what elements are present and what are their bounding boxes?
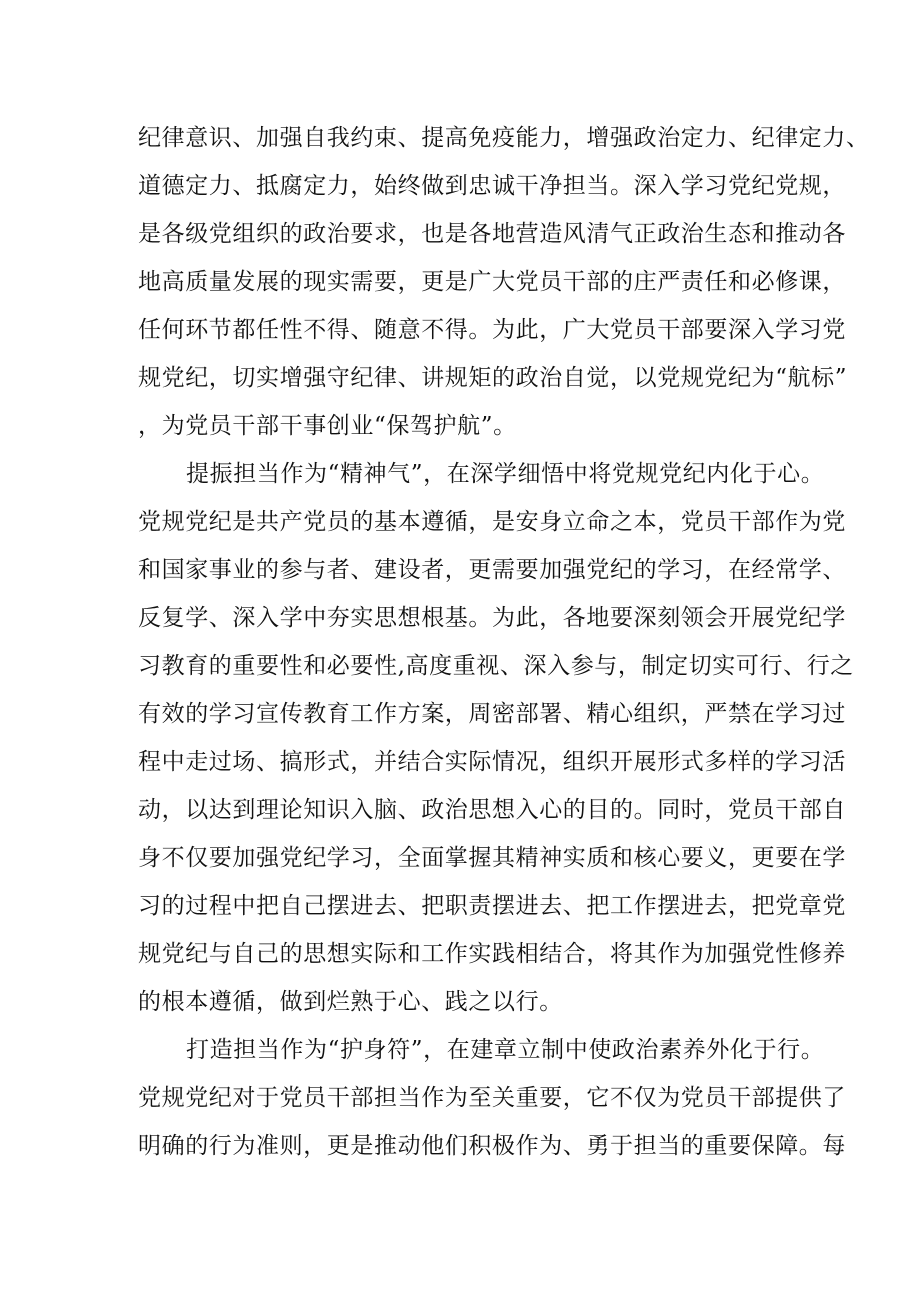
text-line: 反复学、深入学中夯实思想根基。为此，各地要深刻领会开展党纪学 — [138, 605, 846, 631]
text-line: 道德定力、抵腐定力，始终做到忠诚干净担当。深入学习党纪党规， — [138, 173, 846, 199]
text-line: 规党纪，切实增强守纪律、讲规矩的政治自觉，以党规党纪为“航标” — [138, 365, 848, 391]
text-line: 习教育的重要性和必要性,高度重视、深入参与，制定切实可行、行之 — [138, 653, 854, 679]
text-line: 是各级党组织的政治要求，也是各地营造风清气正政治生态和推动各 — [138, 221, 846, 247]
text-line: 党规党纪是共产党员的基本遵循，是安身立命之本，党员干部作为党 — [138, 509, 846, 535]
text-line: 动，以达到理论知识入脑、政治思想入心的目的。同时，党员干部自 — [138, 797, 846, 823]
paragraph-heading: 打造担当作为“护身符”，在建章立制中使政治素养外化于行。 — [186, 1037, 825, 1063]
text-line: 规党纪与自己的思想实际和工作实践相结合，将其作为加强党性修养 — [138, 941, 846, 967]
text-line: 有效的学习宣传教育工作方案，周密部署、精心组织，严禁在学习过 — [138, 701, 846, 727]
text-line: 习的过程中把自己摆进去、把职责摆进去、把工作摆进去，把党章党 — [138, 893, 846, 919]
text-line: 党规党纪对于党员干部担当作为至关重要，它不仅为党员干部提供了 — [138, 1085, 846, 1111]
text-line: 的根本遵循，做到烂熟于心、践之以行。 — [138, 989, 563, 1015]
text-line: 和国家事业的参与者、建设者，更需要加强党纪的学习，在经常学、 — [138, 557, 846, 583]
text-line: 明确的行为准则，更是推动他们积极作为、勇于担当的重要保障。每 — [138, 1133, 846, 1159]
text-line: ，为党员干部干事创业“保驾护航”。 — [138, 413, 517, 439]
text-line: 程中走过场、搞形式，并结合实际情况，组织开展形式多样的学习活 — [138, 749, 846, 775]
paragraph-heading: 提振担当作为“精神气”，在深学细悟中将党规党纪内化于心。 — [186, 461, 825, 487]
text-line: 任何环节都任性不得、随意不得。为此，广大党员干部要深入学习党 — [138, 317, 846, 343]
text-line: 身不仅要加强党纪学习，全面掌握其精神实质和核心要义，更要在学 — [138, 845, 846, 871]
text-line: 地高质量发展的现实需要，更是广大党员干部的庄严责任和必修课， — [138, 269, 846, 295]
text-line: 纪律意识、加强自我约束、提高免疫能力，增强政治定力、纪律定力、 — [138, 125, 870, 151]
